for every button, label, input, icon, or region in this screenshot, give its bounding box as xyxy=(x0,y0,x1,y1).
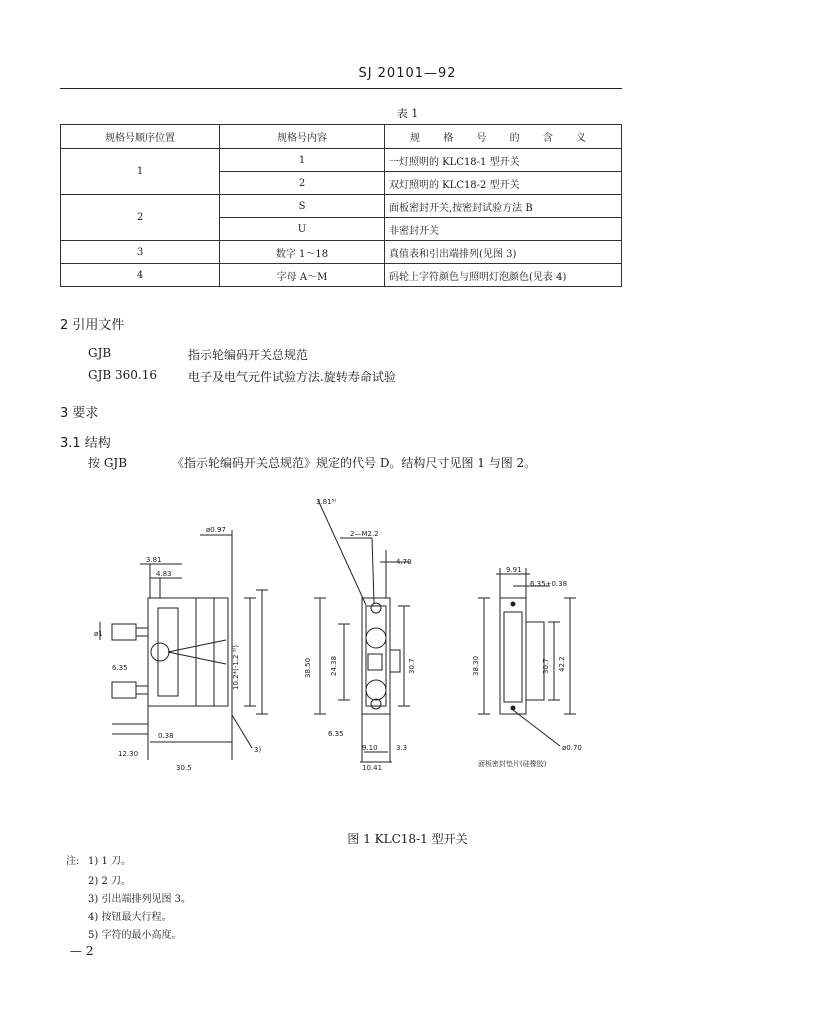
spec-table xyxy=(60,124,622,287)
dim-label: 6.35+0.38 xyxy=(530,580,568,588)
dim-label: 3.3 xyxy=(396,744,408,752)
table-header-cell: 规 格 号 的 含 义 xyxy=(385,125,622,149)
table-cell: S xyxy=(220,195,385,218)
dim-label: 38.30 xyxy=(472,655,480,676)
notes-lead: 注: xyxy=(66,856,80,867)
table-cell: 1 xyxy=(61,149,220,195)
table-cell: 3 xyxy=(61,241,220,264)
dim-label: 30.5 xyxy=(176,764,192,772)
dim-label: 4.70 xyxy=(396,558,412,566)
section-3-title: 3 要求 xyxy=(60,406,99,421)
table-cell: 4 xyxy=(61,264,220,287)
dim-label: 9.10 xyxy=(362,744,378,752)
ref-code: GJB 360.16 xyxy=(88,368,158,382)
table-header-cell: 规格号顺序位置 xyxy=(61,125,220,149)
table-row xyxy=(61,149,622,172)
table-cell: 一灯照明的 KLC18-1 型开关 xyxy=(385,149,622,172)
dim-label: ø0.70 xyxy=(562,744,582,752)
note-item: 1) 1 刀。 xyxy=(88,856,131,867)
dim-label: 0.38 xyxy=(158,732,174,740)
middle-view xyxy=(314,500,410,762)
dim-label: 30.7 xyxy=(408,658,416,674)
figure-1-drawing xyxy=(0,490,815,820)
body-text: 《指示轮编码开关总规范》规定的代号 D。结构尺寸见图 1 与图 2。 xyxy=(172,456,537,470)
section-3-1-title: 3.1 结构 xyxy=(60,436,111,451)
section-2-title: 2 引用文件 xyxy=(60,318,125,333)
left-view xyxy=(100,530,268,760)
table-cell: 真值表和引出端排列(见图 3) xyxy=(385,241,622,264)
dim-label: 6.35 xyxy=(328,730,344,738)
dim-label: 42.2 xyxy=(558,656,566,672)
dim-label: 12.30 xyxy=(118,750,139,758)
table-cell: U xyxy=(220,218,385,241)
dim-label: ø1 xyxy=(94,630,103,638)
figure-subcaption: 面板密封垫片(硅橡胶) xyxy=(478,760,547,768)
note-item: 5) 字符的最小高度。 xyxy=(88,930,182,941)
ref-title: 电子及电气元件试验方法.旋转寿命试验 xyxy=(188,370,396,384)
dim-label: 6.35 xyxy=(112,664,128,672)
dim-label: 10.41 xyxy=(362,764,383,772)
document-header: SJ 20101—92 xyxy=(358,66,457,81)
dim-label: 24.38 xyxy=(330,655,338,676)
table-cell: 字母 A～M xyxy=(220,264,385,287)
body-text-prefix: 按 GJB xyxy=(88,456,128,470)
table-cell: 2 xyxy=(220,172,385,195)
table-cell: 码轮上字符颜色与照明灯泡颜色(见表 4) xyxy=(385,264,622,287)
page-number: — 2 xyxy=(70,944,94,958)
dim-label: 10.2*(-1.2 ³⁾) xyxy=(232,645,240,690)
table-cell: 双灯照明的 KLC18-2 型开关 xyxy=(385,172,622,195)
note-item: 4) 按钮最大行程。 xyxy=(88,912,172,923)
note-item: 2) 2 刀。 xyxy=(88,876,131,887)
dim-label: 3.81⁵⁾ xyxy=(316,498,337,506)
table-cell: 1 xyxy=(220,149,385,172)
dim-label: 2—M2.2 xyxy=(350,530,379,538)
dim-label: ø0.97 xyxy=(206,526,226,534)
note-item: 3) 引出端排列见图 3。 xyxy=(88,894,191,905)
table-row xyxy=(61,195,622,218)
table-row xyxy=(61,241,622,264)
table-cell: 2 xyxy=(61,195,220,241)
dim-label: 30.7 xyxy=(542,658,550,674)
table-header-cell: 规格号内容 xyxy=(220,125,385,149)
table-cell: 数字 1～18 xyxy=(220,241,385,264)
header-rule xyxy=(60,88,622,89)
ref-code: GJB xyxy=(88,346,112,360)
table-caption: 表 1 xyxy=(396,107,419,120)
dim-label: 9.91 xyxy=(506,566,522,574)
dim-label: 38.50 xyxy=(304,657,312,678)
table-cell: 非密封开关 xyxy=(385,218,622,241)
table-row xyxy=(61,264,622,287)
dim-label: 4.83 xyxy=(156,570,172,578)
ref-title: 指示轮编码开关总规范 xyxy=(188,348,309,362)
table-header-row xyxy=(61,125,622,149)
dim-label: 3.81 xyxy=(146,556,162,564)
table-cell: 面板密封开关,按密封试验方法 B xyxy=(385,195,622,218)
dim-label: 3) xyxy=(254,746,262,754)
figure-caption: 图 1 KLC18-1 型开关 xyxy=(347,832,468,846)
